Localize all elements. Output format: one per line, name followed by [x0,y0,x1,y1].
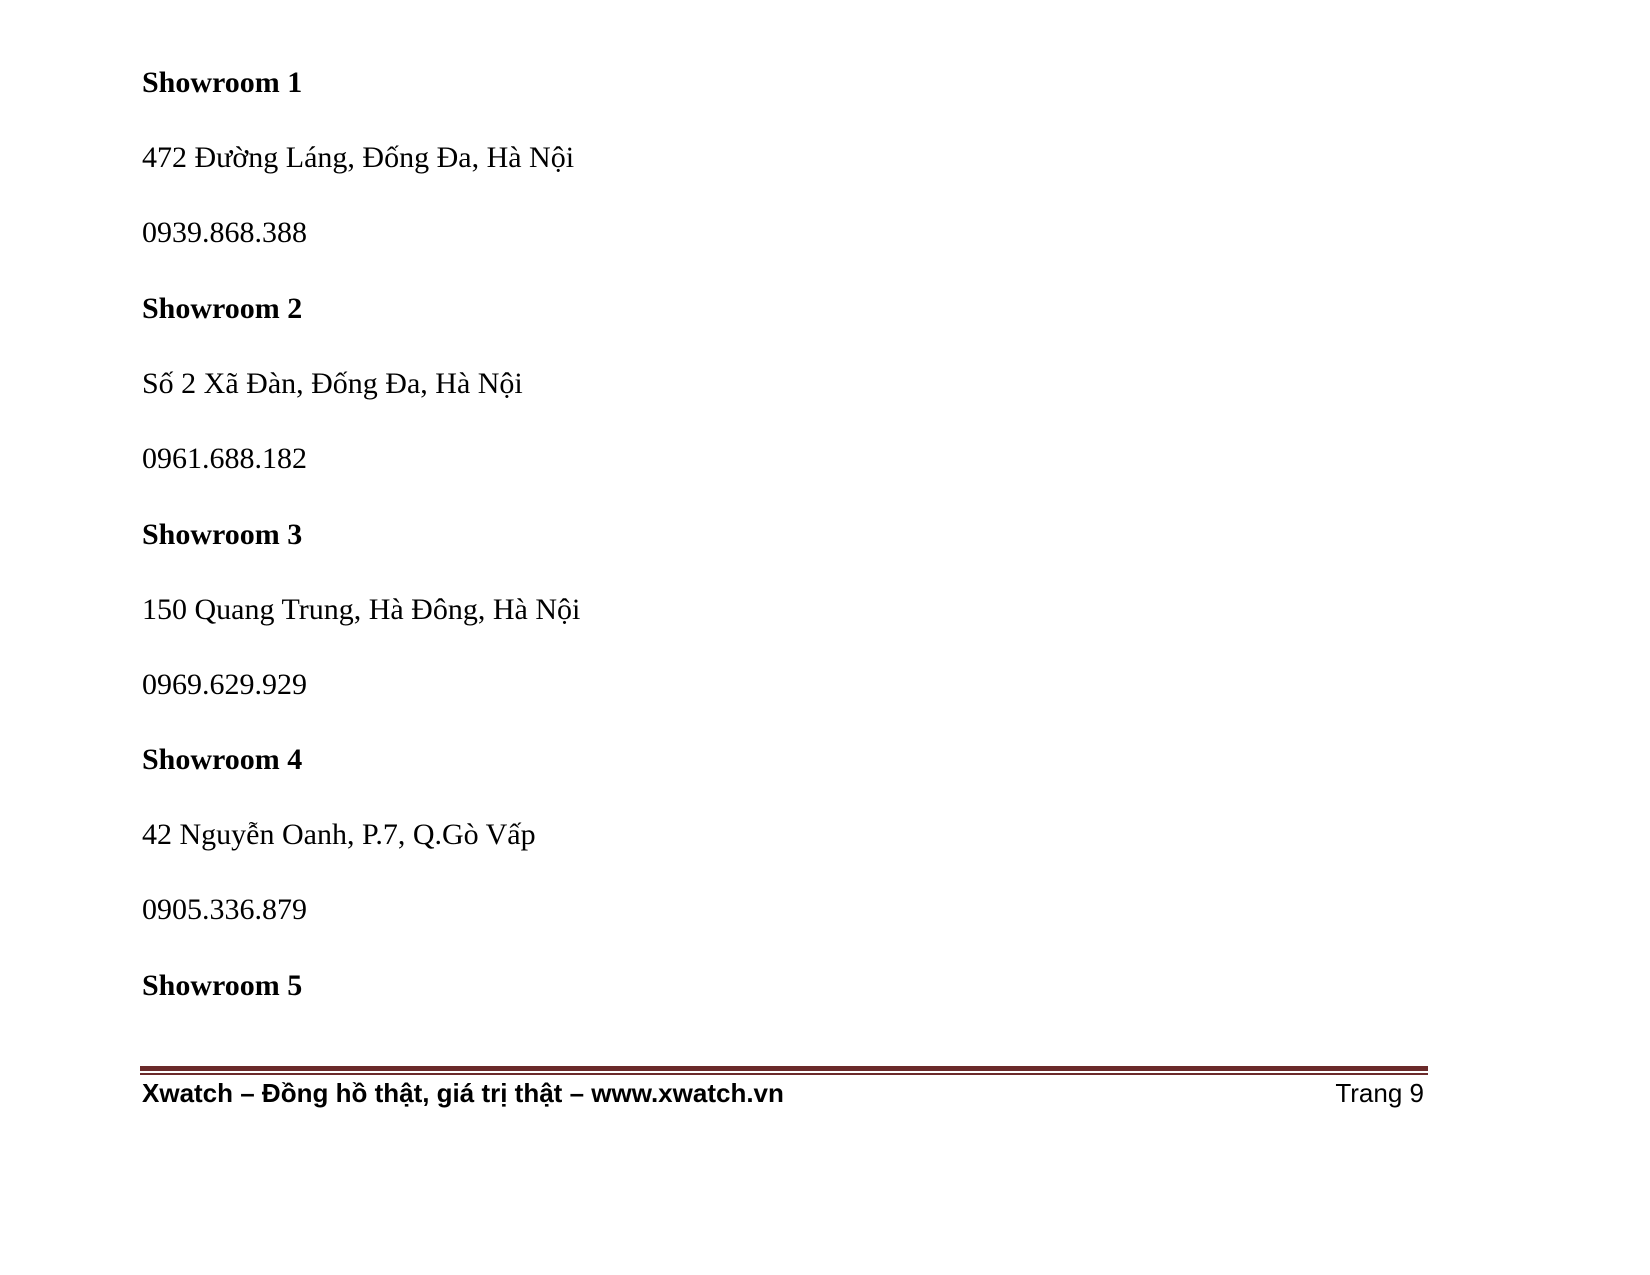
footer-divider-thin [140,1073,1428,1075]
showroom-2-heading: Showroom 2 [142,292,303,325]
showroom-4-address: 42 Nguyễn Oanh, P.7, Q.Gò Vấp [142,818,536,851]
showroom-1-heading: Showroom 1 [142,66,303,99]
showroom-3-address: 150 Quang Trung, Hà Đông, Hà Nội [142,593,581,626]
showroom-5-heading: Showroom 5 [142,969,303,1002]
showroom-1-address: 472 Đường Láng, Đống Đa, Hà Nội [142,141,575,174]
showroom-3-heading: Showroom 3 [142,518,303,551]
showroom-4-phone: 0905.336.879 [142,893,307,926]
showroom-3-phone: 0969.629.929 [142,668,307,701]
showroom-2-address: Số 2 Xã Đàn, Đống Đa, Hà Nội [142,367,523,400]
page-number: Trang 9 [1335,1078,1424,1108]
footer-tagline: Xwatch – Đồng hồ thật, giá trị thật – www.xwatch.vn [142,1078,784,1108]
showroom-1-phone: 0939.868.388 [142,216,307,249]
footer-divider [140,1066,1428,1071]
showroom-2-phone: 0961.688.182 [142,442,307,475]
showroom-4-heading: Showroom 4 [142,743,303,776]
